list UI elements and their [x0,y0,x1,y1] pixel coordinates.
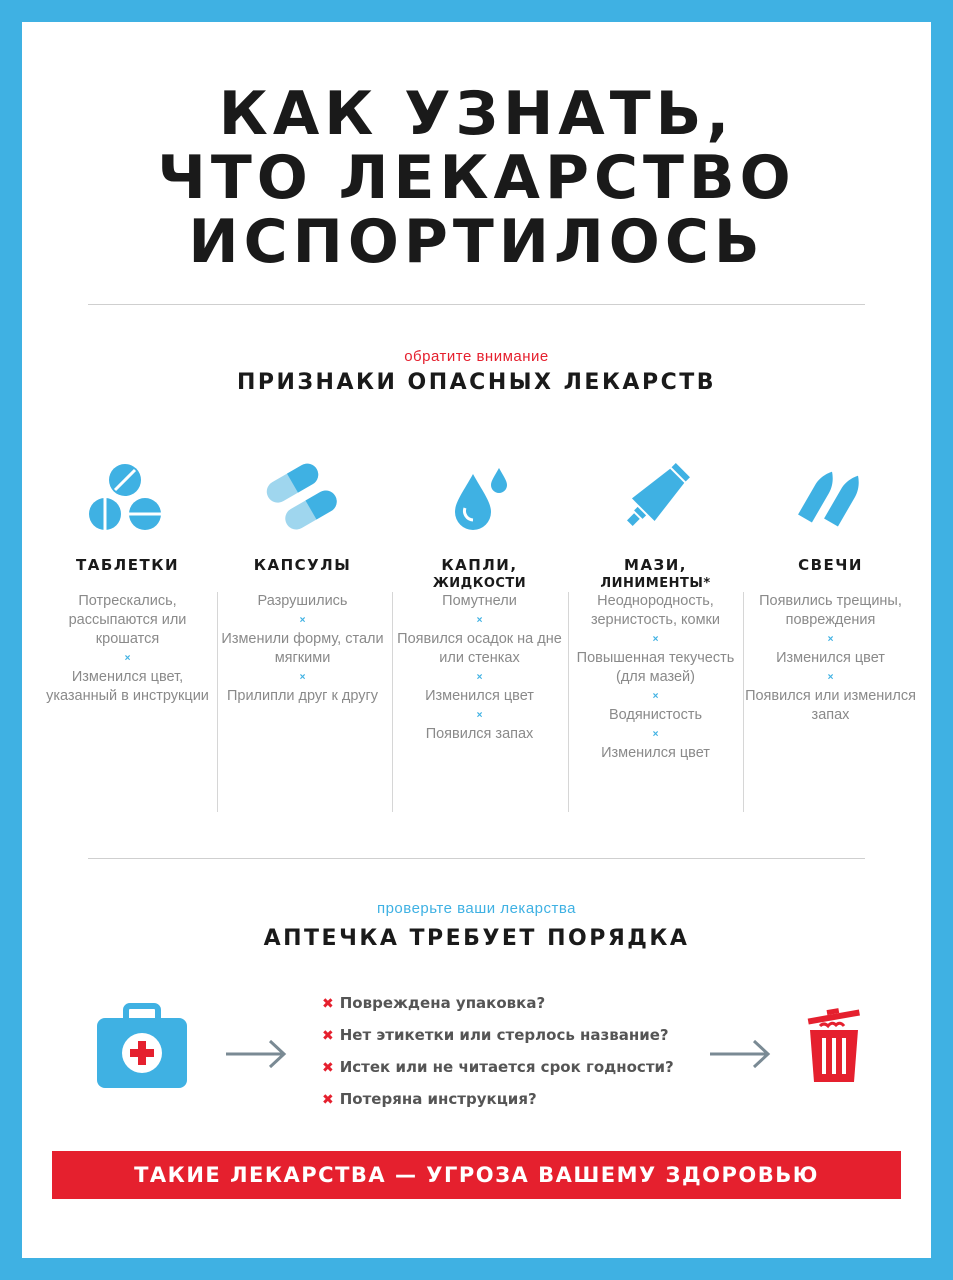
arrow-right-icon [710,1038,772,1075]
section2-heading: АПТЕЧКА ТРЕБУЕТ ПОРЯДКА [263,926,690,951]
checklist-item [322,1056,742,1088]
category-label: КАПЛИ, [441,556,518,574]
title-line: КАК УЗНАТЬ, [218,79,735,149]
checklist-item [322,1088,742,1120]
sign-item: Появился запах [425,726,534,742]
sign-item: Изменился цвет [601,745,710,761]
sign-item: Появились трещины, повреждения [759,593,902,628]
checklist [322,992,742,1120]
signs-list-suppositories [743,592,918,725]
separator-mark: × [476,672,483,683]
category-ointments [568,442,743,594]
category-sublabel: ЛИНИМЕНТЫ* [600,576,711,591]
checklist-text: Истек или не читается срок годности? [339,1058,674,1076]
sign-item: Потрескались, рассыпаются или крошатся [68,593,187,647]
ointment-tube-icon [568,442,743,552]
category-label: КАПСУЛЫ [253,556,352,574]
separator-mark: × [124,653,131,664]
category-tablets [40,442,215,576]
first-aid-kit-icon [94,1002,190,1097]
sign-item: Изменился цвет [776,650,885,666]
signs-list-capsules [215,592,390,706]
sign-item: Повышенная текучесть (для мазей) [576,650,735,685]
sign-item: Появился или изменился запах [745,688,916,723]
checklist-text: Потеряна инструкция? [339,1090,537,1108]
sign-item: Изменился цвет [425,688,534,704]
category-sublabel: ЖИДКОСТИ [432,576,527,591]
separator-mark: × [652,729,659,740]
poster [22,22,931,1258]
section2-kicker: проверьте ваши лекарства [376,900,577,917]
separator-mark: × [827,672,834,683]
title-line: ИСПОРТИЛОСЬ [188,207,765,277]
trash-bin-icon [802,1004,866,1089]
checklist-text: Повреждена упаковка? [339,994,546,1012]
separator-mark: × [476,615,483,626]
separator-mark: × [476,710,483,721]
separator-mark: × [827,634,834,645]
signs-list-tablets [40,592,215,706]
category-label: ТАБЛЕТКИ [75,556,180,574]
checklist-item [322,1024,742,1056]
category-capsules [215,442,390,576]
title-line: ЧТО ЛЕКАРСТВО [157,143,796,213]
checklist-text: Нет этикетки или стерлось название? [339,1026,669,1044]
signs-list-ointments [568,592,743,763]
sign-item: Неоднородность, зернистость, комки [591,593,720,628]
capsules-icon [215,442,390,552]
separator-mark: × [652,634,659,645]
sign-item: Помутнели [442,593,517,609]
sign-item: Прилипли друг к другу [226,688,379,704]
category-label: МАЗИ, [624,556,687,574]
sign-item: Водянистость [608,707,703,723]
cross-icon: ✖ [322,1060,334,1076]
tablets-icon [40,442,215,552]
category-suppositories [743,442,918,576]
warning-banner: ТАКИЕ ЛЕКАРСТВА — УГРОЗА ВАШЕМУ ЗДОРОВЬЮ [52,1151,901,1199]
category-label: СВЕЧИ [798,556,863,574]
divider [88,304,865,305]
signs-list-drops [392,592,567,744]
sign-item: Разрушились [257,593,348,609]
section1-kicker: обратите внимание [404,348,549,365]
cross-icon: ✖ [322,1028,334,1044]
drops-icon [392,442,567,552]
arrow-right-icon [226,1038,288,1075]
sign-item: Изменился цвет, указанный в инструкции [46,669,209,704]
separator-mark: × [299,615,306,626]
section1-heading: ПРИЗНАКИ ОПАСНЫХ ЛЕКАРСТВ [236,370,717,395]
category-drops [392,442,567,594]
separator-mark: × [652,691,659,702]
cross-icon: ✖ [322,996,334,1012]
page-title [22,79,931,277]
checklist-item [322,992,742,1024]
divider [88,858,865,859]
separator-mark: × [299,672,306,683]
sign-item: Изменили форму, стали мягкими [221,631,384,666]
sign-item: Появился осадок на дне или стенках [397,631,562,666]
cross-icon: ✖ [322,1092,334,1108]
suppositories-icon [743,442,918,552]
